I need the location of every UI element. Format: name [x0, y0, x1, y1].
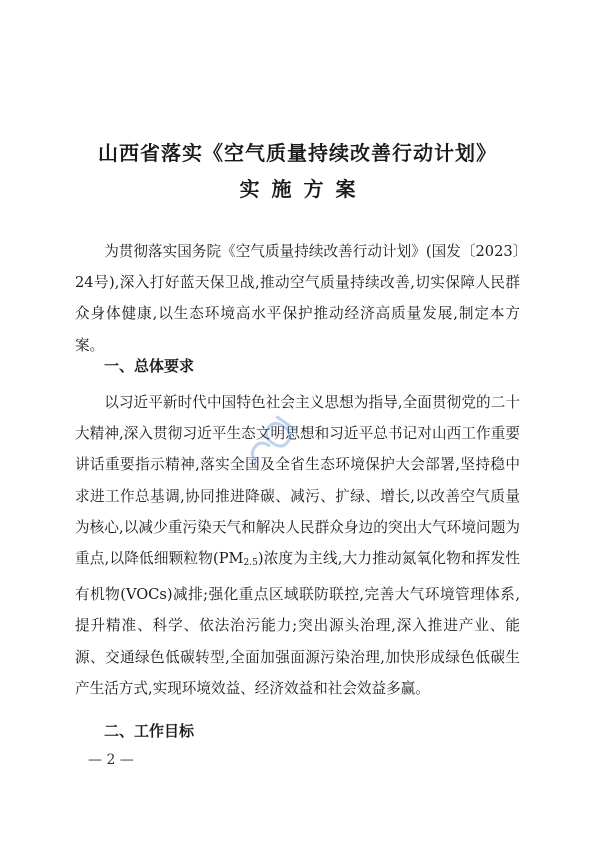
section1-text-part-b: )浓度为主线,大力推动氮氧化物和挥发性有机物(VOCs)减排;强化重点区域联防联控,完善大气环境管理体系,提升精准、科学、依法治污能力;突出源头治理,深入推进产业、能源、交通绿色低碳转型,全面加强面源污染治理,加快形成绿色低碳生产生活方式,实现环境效益、经济效益和社会效益多赢。 — [75, 550, 520, 697]
section-heading-general-requirements: 一、总体要求 — [104, 357, 195, 375]
pm-subscript: 2.5 — [243, 558, 258, 569]
page-number: — 2 — — [88, 752, 134, 768]
watermark-logo — [232, 400, 322, 490]
intro-paragraph: 为贯彻落实国务院《空气质量持续改善行动计划》(国发〔2023〕24号),深入打好蓝天保卫战,推动空气质量持续改善,切实保障人民群众身体健康,以生态环境高水平保护推动经济高质量发展,制定本方案。 — [75, 243, 520, 354]
section-heading-work-goals: 二、工作目标 — [104, 722, 195, 740]
document-title: 山西省落实《空气质量持续改善行动计划》 — [98, 141, 497, 165]
document-subtitle: 实施方案 — [239, 177, 368, 201]
section1-text-part-a: 以习近平新时代中国特色社会主义思想为指导,全面贯彻党的二十大精神,深入贯彻习近平生态文明思想和习近平总书记对山西工作重要讲话重要指示精神,落实全国及全省生态环境保护大会部署,坚持稳中求进工作总基调,协同推进降碳、减污、扩绿、增长,以改善空气质量为核心,以减少重污染天气和解决人民群众身边的突出大气环境问题为重点,以降低细颗粒物(PM — [75, 394, 520, 568]
